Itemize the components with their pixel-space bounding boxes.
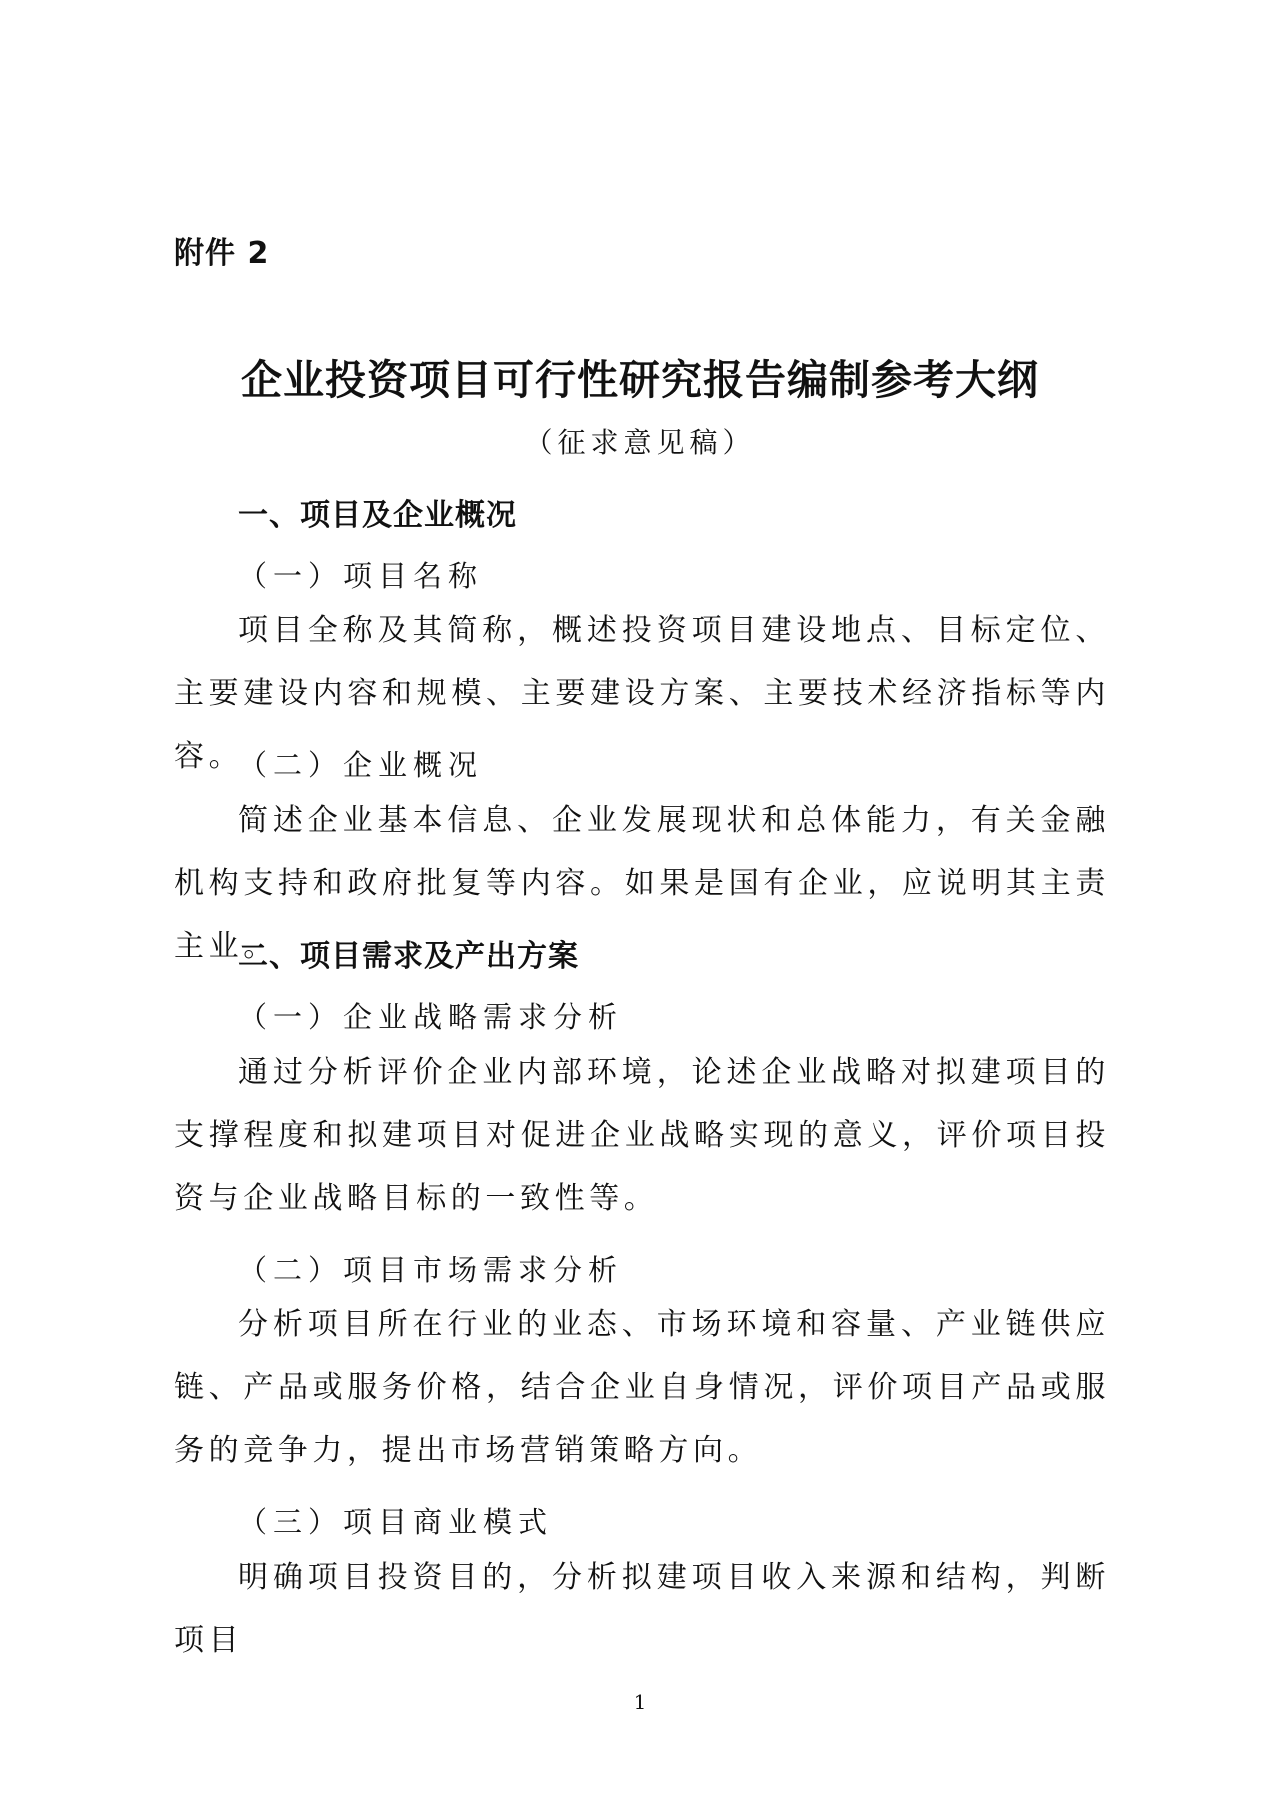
paragraph-1-1: 项目全称及其简称，概述投资项目建设地点、目标定位、主要建设内容和规模、主要建设方案、主要技术经济指标等内容。 — [174, 613, 1110, 774]
subsection-heading-1-1: （一）项目名称 — [238, 559, 484, 593]
section-heading-1: 一、项目及企业概况 — [238, 498, 517, 533]
paragraph-2-2: 分析项目所在行业的业态、市场环境和容量、产业链供应链、产品或服务价格，结合企业自身情况，评价项目产品或服务的竞争力，提出市场营销策略方向。 — [174, 1307, 1110, 1468]
document-subtitle: （征求意见稿） — [524, 426, 756, 459]
paragraph-2-3: 明确项目投资目的，分析拟建项目收入来源和结构，判断项目 — [174, 1560, 1110, 1658]
subsection-heading-2-1: （一）企业战略需求分析 — [238, 1000, 624, 1034]
paragraph-1-2: 简述企业基本信息、企业发展现状和总体能力，有关金融机构支持和政府批复等内容。如果是国有企业，应说明其主责主业。 — [174, 803, 1110, 964]
document-title: 企业投资项目可行性研究报告编制参考大纲 — [241, 356, 1039, 404]
subsection-heading-1-2: （二）企业概况 — [238, 748, 484, 782]
page-number: 1 — [633, 1690, 647, 1714]
paragraph-2-1: 通过分析评价企业内部环境，论述企业战略对拟建项目的支撑程度和拟建项目对促进企业战略实现的意义，评价项目投资与企业战略目标的一致性等。 — [174, 1055, 1110, 1216]
subsection-heading-2-3: （三）项目商业模式 — [238, 1505, 554, 1539]
attachment-label: 附件 2 — [174, 236, 270, 271]
section-heading-2: 二、项目需求及产出方案 — [238, 939, 579, 974]
subsection-heading-2-2: （二）项目市场需求分析 — [238, 1253, 624, 1287]
